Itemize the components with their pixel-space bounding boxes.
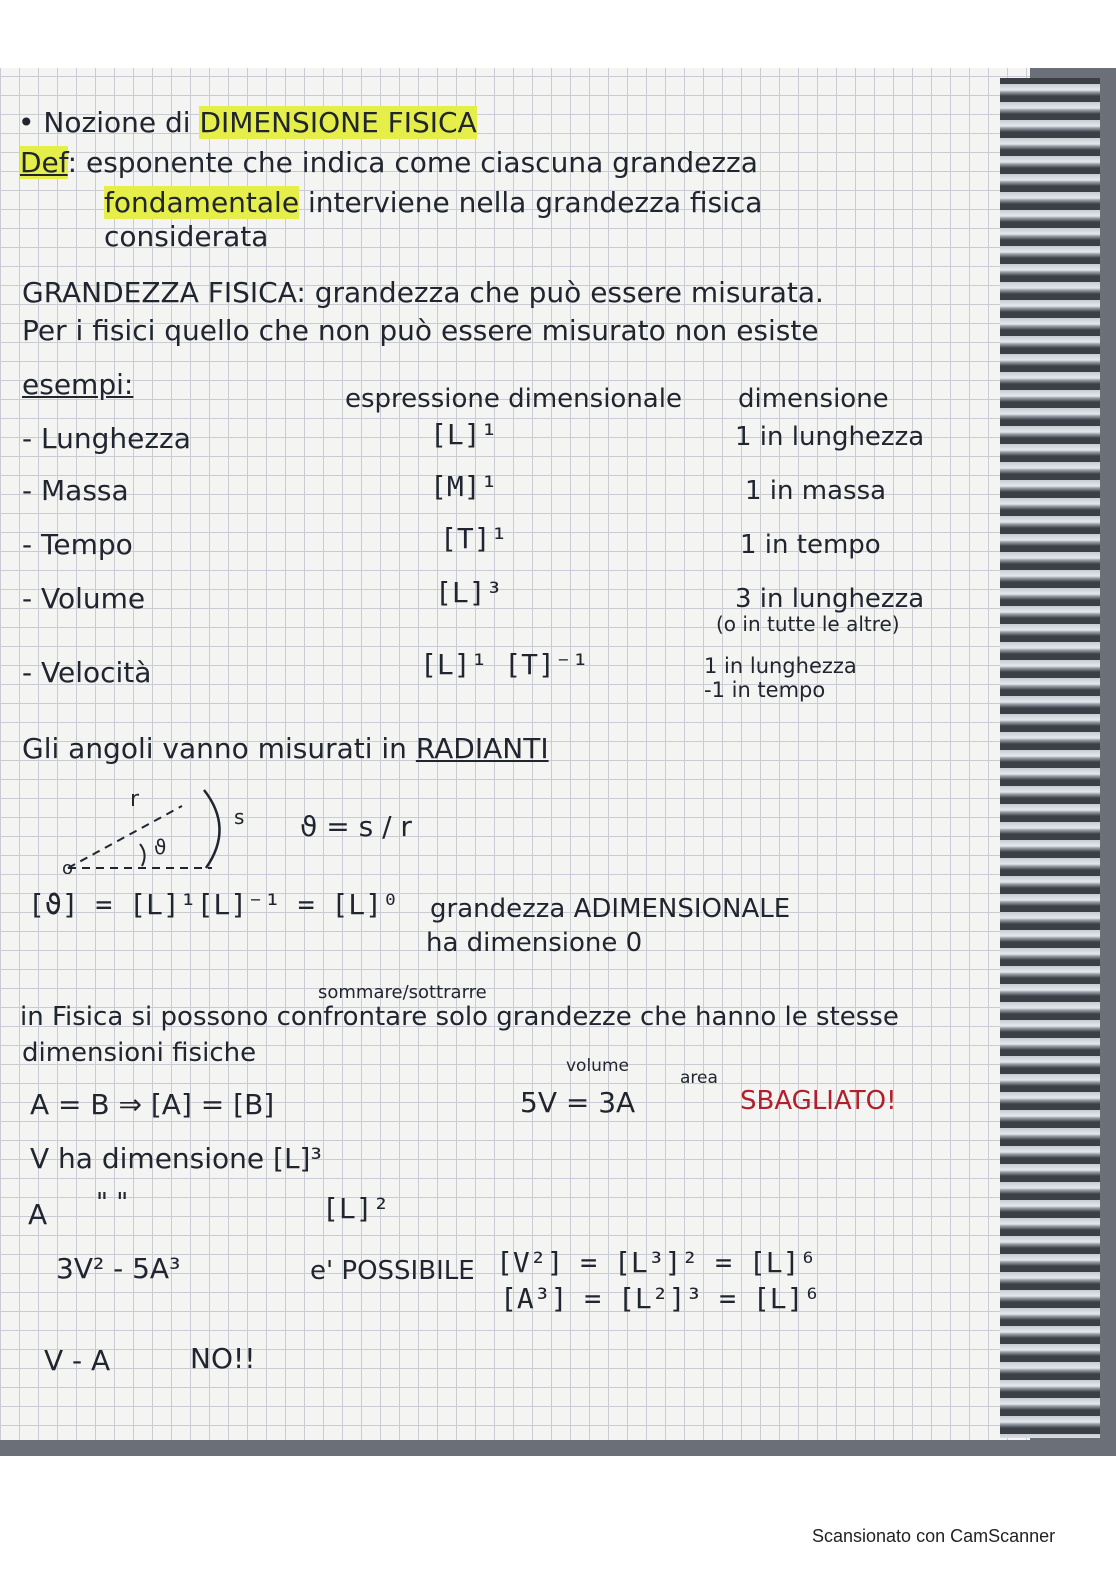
definition-text-1: : esponente che indica come ciascuna grandezza [67,146,758,179]
definition-highlight: fondamentale [104,186,300,219]
examples-header-expression: espressione dimensionale [345,384,682,414]
example-name: - Tempo [22,528,133,561]
example-expression: [L]¹ [T]⁻¹ [420,648,589,681]
example-dimension: 1 in tempo [740,530,881,560]
example-dimension: 1 in massa [745,476,887,506]
adimensional-line-2: ha dimensione 0 [426,928,643,958]
radianti-keyword: RADIANTI [415,732,549,765]
definition-line-3: considerata [104,220,269,253]
area-dimension-value: [L]² [322,1192,390,1225]
equality-statement: A = B ⇒ [A] = [B] [30,1088,275,1121]
possible-v-check: [V²] = [L³]² = [L]⁶ [496,1246,817,1279]
definition-label: Def [20,146,68,179]
diagram-theta-label: ϑ [154,835,167,859]
example-dimension: 3 in lunghezza [735,584,925,614]
volume-dimension-line: V ha dimensione [L]³ [30,1142,322,1175]
diagram-s-label: s [234,805,245,829]
example-name: - Lunghezza [22,422,191,455]
examples-label: esempi: [22,368,134,401]
example-expression: [T]¹ [440,522,508,555]
example-name: - Volume [22,582,146,615]
possible-expression: 3V² - 5A³ [56,1252,181,1285]
spiral-binding [1000,78,1100,1438]
grid-paper-page [0,68,1030,1440]
example-name: - Velocità [22,656,152,689]
radianti-line [22,732,549,765]
definition-line-1 [20,146,758,179]
wrong-equation: 5V = 3A [520,1086,636,1119]
example-expression: [L]³ [435,576,503,609]
example-dimension: 1 in lunghezza [735,422,925,452]
grandezza-line-2: Per i fisici quello che non può essere misurato non esiste [22,314,819,347]
example-expression: [L]¹ [430,418,498,451]
confronto-insert: sommare/sottrarre [318,982,487,1003]
grandezza-line-1: GRANDEZZA FISICA: grandezza che può essere misurata. [22,276,824,309]
adimensional-line-1: grandezza ADIMENSIONALE [430,894,791,924]
radianti-dimension-equation: [ϑ] = [L]¹[L]⁻¹ = [L]⁰ [28,888,399,921]
diagram-r-label: r [130,787,140,812]
radianti-prefix: Gli angoli vanno misurati in [22,732,416,765]
example-dimension-note: (o in tutte le altre) [716,612,900,636]
scanner-watermark: Scansionato con CamScanner [812,1526,1056,1546]
angle-diagram [62,784,252,874]
title-bullet: • [18,106,35,139]
volume-annotation: volume [566,1056,629,1076]
area-dimension-ditto: " " [96,1188,129,1218]
example-dimension-note: -1 in tempo [704,678,826,702]
wrong-verdict: SBAGLIATO! [740,1086,897,1116]
page-title [18,106,477,139]
radianti-formula: ϑ = s / r [300,810,412,843]
title-highlight: DIMENSIONE FISICA [199,106,477,139]
possible-a-check: [A³] = [L²]³ = [L]⁶ [500,1282,821,1315]
example-name: - Massa [22,474,129,507]
example-dimension: 1 in lunghezza [704,654,857,678]
invalid-expression: V - A [44,1344,111,1377]
possible-label: e' POSSIBILE [310,1256,475,1286]
area-annotation: area [680,1068,718,1088]
confronto-line-2: dimensioni fisiche [22,1038,257,1068]
confronto-line-1: in Fisica si possono confrontare solo grandezze che hanno le stesse [20,1002,899,1032]
invalid-verdict: NO!! [190,1342,256,1375]
diagram-o-label: o [62,858,74,874]
title-prefix: Nozione di [43,106,200,139]
definition-line-2 [104,186,762,219]
examples-header-dimension: dimensione [738,384,889,414]
notebook-photo [0,68,1116,1456]
area-dimension-letter: A [28,1198,48,1231]
example-expression: [M]¹ [430,470,498,503]
definition-text-2: interviene nella grandezza fisica [299,186,763,219]
